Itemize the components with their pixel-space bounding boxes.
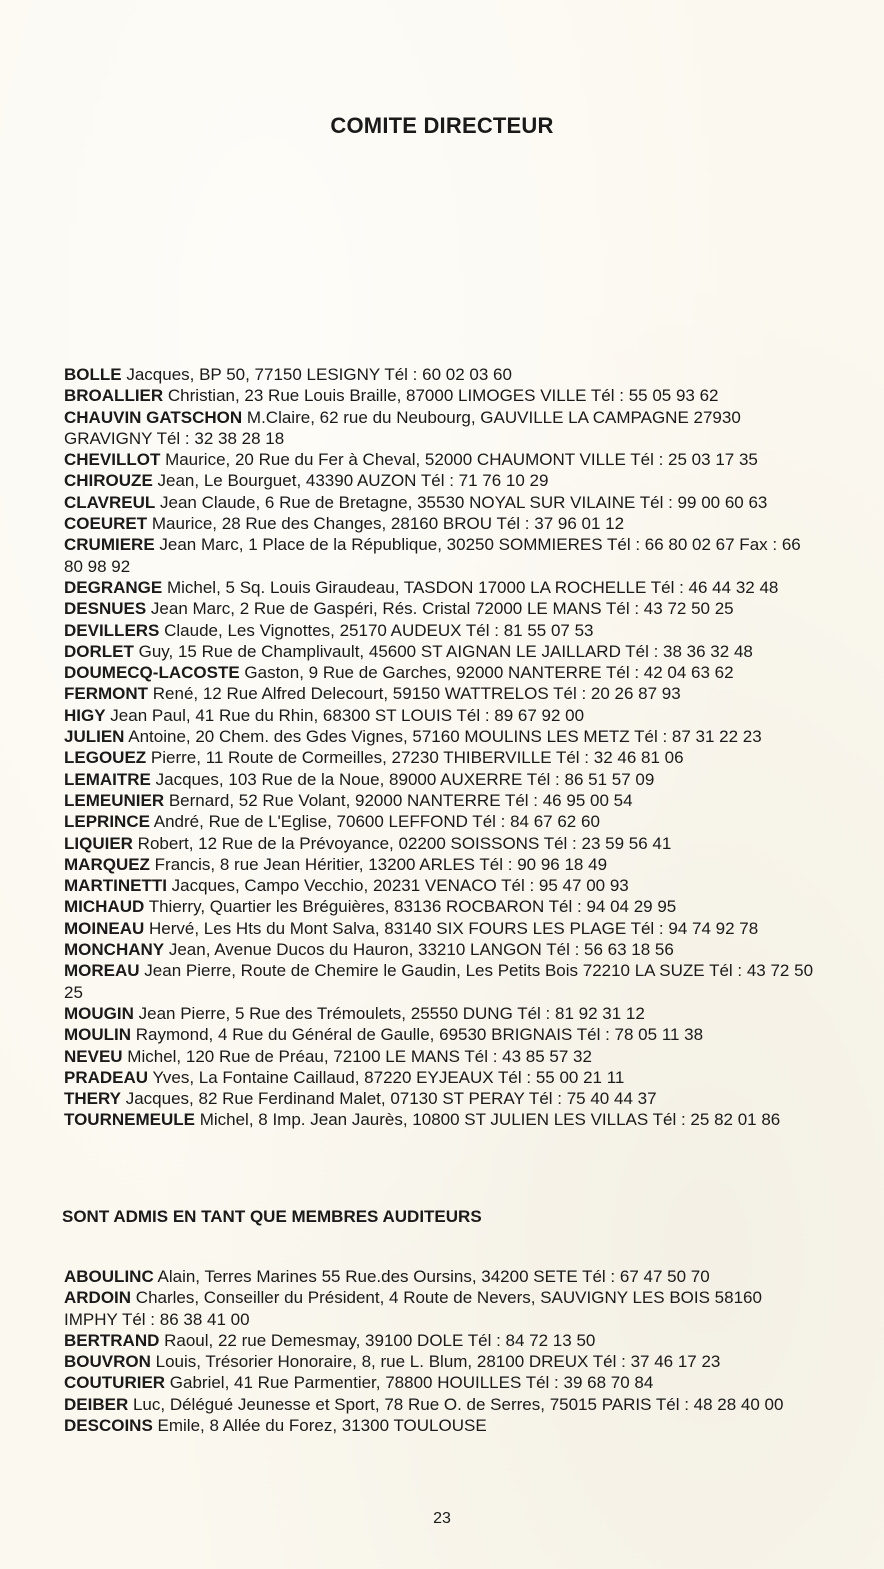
member-name: BERTRAND (64, 1330, 160, 1350)
list-item (64, 513, 816, 534)
member-name: ABOULINC (64, 1267, 154, 1286)
list-item (64, 790, 816, 811)
member-name: CHAUVIN GATSCHON (64, 407, 243, 427)
list-item (64, 1088, 816, 1109)
member-details: René, 12 Rue Alfred Delecourt, 59150 WATTRELOS Tél : 20 26 87 93 (148, 684, 681, 704)
directors-list (64, 364, 816, 1131)
member-details: M.Claire, 62 rue du Neubourg, GAUVILLE LA CAMPAGNE 27930 GRAVIGNY Tél : 32 38 28 18 (64, 407, 741, 448)
list-item (64, 918, 816, 939)
list-item (64, 683, 816, 704)
member-details: Yves, La Fontaine Caillaud, 87220 EYJEAUX Tél : 55 00 21 11 (148, 1067, 625, 1087)
list-item (64, 1330, 816, 1351)
member-name: DESNUES (64, 599, 147, 619)
member-name: CHIROUZE (64, 471, 153, 491)
member-details: Michel, 8 Imp. Jean Jaurès, 10800 ST JULIEN LES VILLAS Tél : 25 82 01 86 (194, 1110, 781, 1130)
member-details: Maurice, 20 Rue du Fer à Cheval, 52000 CHAUMONT VILLE Tél : 25 03 17 35 (160, 450, 758, 470)
member-name: MOUGIN (64, 1003, 134, 1023)
member-name: DESCOINS (64, 1416, 153, 1436)
member-name: MOINEAU (64, 918, 145, 938)
auditors-heading: SONT ADMIS EN TANT QUE MEMBRES AUDITEURS (62, 1207, 482, 1226)
member-details: Michel, 120 Rue de Préau, 72100 LE MANS Tél : 43 85 57 32 (122, 1046, 592, 1066)
member-name: LEPRINCE (64, 812, 150, 832)
member-details: Emile, 8 Allée du Forez, 31300 TOULOUSE (152, 1416, 487, 1436)
member-details: Jean Pierre, 5 Rue des Trémoulets, 25550 DUNG Tél : 81 92 31 12 (133, 1003, 645, 1023)
member-details: Claude, Les Vignottes, 25170 AUDEUX Tél : 81 55 07 53 (159, 620, 594, 640)
member-name: CHEVILLOT (64, 450, 161, 470)
list-item (64, 1394, 816, 1415)
member-details: Thierry, Quartier les Bréguières, 83136 ROCBARON Tél : 94 04 29 95 (144, 897, 677, 917)
list-item (64, 939, 816, 960)
list-item (64, 1046, 816, 1067)
member-details: André, Rue de L'Eglise, 70600 LEFFOND Tél : 84 67 62 60 (149, 812, 600, 832)
member-name: BOUVRON (64, 1352, 151, 1372)
member-details: Raymond, 4 Rue du Général de Gaulle, 69530 BRIGNAIS Tél : 78 05 11 38 (131, 1025, 704, 1045)
list-item (64, 598, 816, 619)
member-name: MARQUEZ (64, 854, 150, 874)
member-details: Bernard, 52 Rue Volant, 92000 NANTERRE Tél : 46 95 00 54 (164, 790, 633, 810)
member-details: Francis, 8 rue Jean Héritier, 13200 ARLES Tél : 90 96 18 49 (149, 854, 608, 874)
member-name: JULIEN (64, 727, 125, 747)
member-details: Charles, Conseiller du Président, 4 Route de Nevers, SAUVIGNY LES BOIS 58160 IMPHY Tél : 86 38 41 00 (64, 1288, 762, 1329)
member-name: ARDOIN (64, 1288, 132, 1308)
list-item (64, 662, 816, 683)
list-item (64, 1067, 816, 1088)
list-item (64, 1287, 816, 1330)
member-details: Gaston, 9 Rue de Garches, 92000 NANTERRE Tél : 42 04 63 62 (239, 663, 734, 683)
member-details: Antoine, 20 Chem. des Gdes Vignes, 57160 MOULINS LES METZ Tél : 87 31 22 23 (124, 727, 762, 747)
list-item (64, 534, 816, 577)
list-item (64, 811, 816, 832)
member-name: THERY (64, 1089, 121, 1109)
list-item (64, 1351, 816, 1372)
member-name: COUTURIER (64, 1373, 166, 1393)
member-details: Jacques, Campo Vecchio, 20231 VENACO Tél : 95 47 00 93 (166, 876, 629, 896)
member-details: Hervé, Les Hts du Mont Salva, 83140 SIX FOURS LES PLAGE Tél : 94 74 92 78 (144, 918, 759, 938)
list-item (64, 1003, 816, 1024)
member-name: MICHAUD (64, 897, 145, 917)
member-name: DEVILLERS (64, 620, 160, 640)
member-details: Robert, 12 Rue de la Prévoyance, 02200 SOISSONS Tél : 23 59 56 41 (132, 833, 672, 853)
list-item (64, 875, 816, 896)
list-item (64, 1372, 816, 1393)
list-item (64, 769, 816, 790)
member-name: COEURET (64, 514, 148, 534)
member-name: CRUMIERE (64, 535, 155, 555)
member-name: NEVEU (64, 1046, 123, 1066)
member-details: Jean, Le Bourguet, 43390 AUZON Tél : 71 76 10 29 (152, 471, 549, 491)
member-details: Pierre, 11 Route de Cormeilles, 27230 THIBERVILLE Tél : 32 46 81 06 (146, 748, 684, 768)
member-name: FERMONT (64, 684, 149, 704)
member-details: Michel, 5 Sq. Louis Giraudeau, TASDON 17000 LA ROCHELLE Tél : 46 44 32 48 (162, 577, 779, 597)
member-details: Louis, Trésorier Honoraire, 8, rue L. Blum, 28100 DREUX Tél : 37 46 17 23 (150, 1352, 721, 1372)
member-name: TOURNEMEULE (64, 1110, 195, 1130)
member-details: Jean Paul, 41 Rue du Rhin, 68300 ST LOUIS Tél : 89 67 92 00 (105, 705, 585, 725)
member-details: Guy, 15 Rue de Champlivault, 45600 ST AIGNAN LE JAILLARD Tél : 38 36 32 48 (133, 641, 753, 661)
member-name: PRADEAU (64, 1067, 149, 1087)
member-details: Jean Pierre, Route de Chemire le Gaudin, Les Petits Bois 72210 LA SUZE Tél : 43 72 50 25 (64, 961, 814, 1002)
list-item (64, 620, 816, 641)
list-item (64, 577, 816, 598)
list-item (64, 726, 816, 747)
member-name: DEGRANGE (64, 577, 163, 597)
page-number: 23 (433, 1510, 451, 1527)
member-details: Maurice, 28 Rue des Changes, 28160 BROU Tél : 37 96 01 12 (147, 514, 625, 534)
member-details: Jean Marc, 2 Rue de Gaspéri, Rés. Cristal 72000 LE MANS Tél : 43 72 50 25 (146, 599, 734, 619)
member-details: Jean, Avenue Ducos du Hauron, 33210 LANGON Tél : 56 63 18 56 (164, 940, 674, 960)
list-item (64, 896, 816, 917)
member-name: LEGOUEZ (64, 748, 147, 768)
member-details: Jean Marc, 1 Place de la République, 30250 SOMMIERES Tél : 66 80 02 67 Fax : 66 80 98 92 (64, 535, 801, 576)
member-name: DOUMECQ-LACOSTE (64, 663, 240, 683)
list-item (64, 407, 816, 450)
member-name: LEMEUNIER (64, 790, 165, 810)
member-name: BOLLE (64, 365, 122, 384)
list-item (64, 705, 816, 726)
member-name: MONCHANY (64, 940, 165, 960)
member-name: HIGY (64, 705, 106, 725)
list-item (64, 492, 816, 513)
list-item (64, 960, 816, 1003)
member-name: LIQUIER (64, 833, 133, 853)
member-details: Jacques, 103 Rue de la Noue, 89000 AUXERRE Tél : 86 51 57 09 (150, 769, 655, 789)
member-name: CLAVREUL (64, 492, 156, 512)
list-item (64, 1109, 816, 1130)
list-item (64, 364, 816, 385)
member-details: Jacques, BP 50, 77150 LESIGNY Tél : 60 02 03 60 (121, 365, 512, 384)
list-item (64, 854, 816, 875)
member-details: Luc, Délégué Jeunesse et Sport, 78 Rue O. de Serres, 75015 PARIS Tél : 48 28 40 00 (128, 1394, 784, 1414)
list-item (64, 1266, 816, 1287)
member-name: BROALLIER (64, 386, 164, 406)
member-details: Jacques, 82 Rue Ferdinand Malet, 07130 ST PERAY Tél : 75 40 44 37 (121, 1089, 657, 1109)
member-name: LEMAITRE (64, 769, 151, 789)
auditors-list (64, 1266, 816, 1436)
list-item (64, 385, 816, 406)
member-name: MARTINETTI (64, 876, 167, 896)
list-item (64, 1024, 816, 1045)
member-name: DEIBER (64, 1394, 129, 1414)
member-name: DORLET (64, 641, 134, 661)
list-item (64, 470, 816, 491)
list-item (64, 747, 816, 768)
list-item (64, 641, 816, 662)
member-details: Raoul, 22 rue Demesmay, 39100 DOLE Tél : 84 72 13 50 (159, 1330, 596, 1350)
list-item (64, 449, 816, 470)
member-name: MOREAU (64, 961, 140, 981)
list-item (64, 833, 816, 854)
member-details: Gabriel, 41 Rue Parmentier, 78800 HOUILLES Tél : 39 68 70 84 (165, 1373, 654, 1393)
page-title: COMITE DIRECTEUR (330, 113, 554, 138)
member-details: Jean Claude, 6 Rue de Bretagne, 35530 NOYAL SUR VILAINE Tél : 99 00 60 63 (155, 492, 768, 512)
member-details: Christian, 23 Rue Louis Braille, 87000 LIMOGES VILLE Tél : 55 05 93 62 (163, 386, 719, 406)
list-item (64, 1415, 816, 1436)
member-name: MOULIN (64, 1025, 132, 1045)
member-details: Alain, Terres Marines 55 Rue.des Oursins, 34200 SETE Tél : 67 47 50 70 (153, 1267, 710, 1286)
